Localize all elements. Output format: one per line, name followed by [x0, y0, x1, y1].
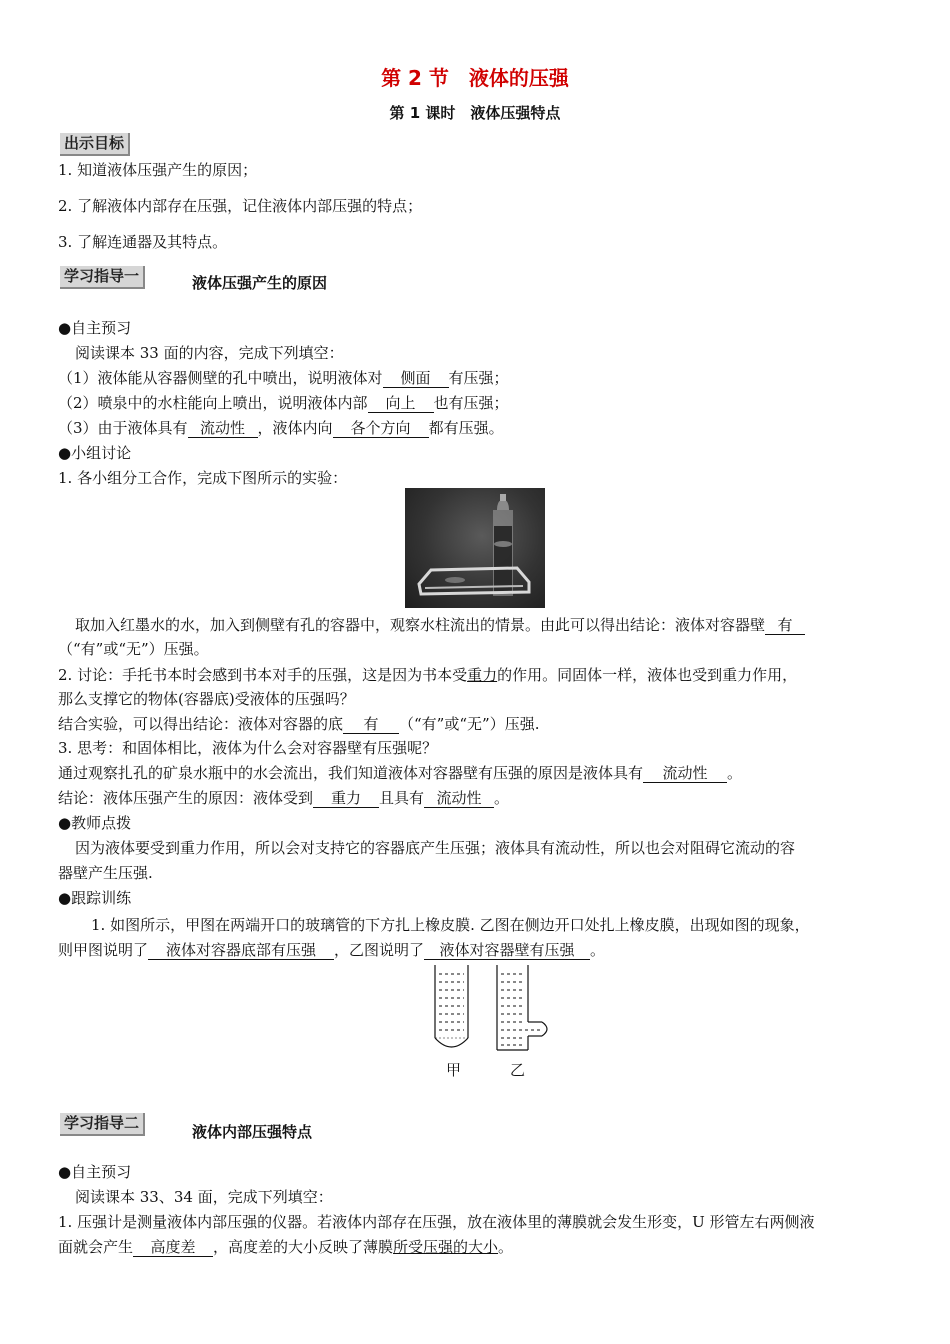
- answer-blank: 液体对容器壁有压强: [424, 941, 590, 960]
- conclusion: [58, 788, 509, 808]
- answer-blank: 高度差: [133, 1238, 213, 1257]
- underlined-term: 重力: [467, 666, 498, 684]
- discussion-label: ●小组讨论: [58, 444, 132, 462]
- conclusion-text: 结论：液体压强产生的原因：液体受到: [58, 789, 314, 807]
- discussion-2c: [58, 714, 539, 734]
- objective-3: 3. 了解连通器及其特点。: [58, 233, 228, 251]
- discussion-2b: 那么支撑它的物体(容器底)受液体的压强吗？: [58, 690, 355, 708]
- guide2-question-1-answer: [58, 1237, 513, 1257]
- objective-1: 1. 知道液体压强产生的原因；: [58, 161, 258, 179]
- practice-text: ，乙图说明了: [334, 941, 425, 959]
- answer-blank: 向上: [368, 394, 434, 413]
- conclusion-text: 且具有: [379, 789, 425, 807]
- practice-text: 则甲图说明了: [58, 941, 149, 959]
- thinking-answer: [58, 763, 742, 783]
- tube-figure: [420, 960, 570, 1080]
- discussion-text: 结合实验，可以得出结论：液体对容器的底: [58, 715, 344, 733]
- figure-label-a: 甲: [446, 1061, 462, 1079]
- question-1: [58, 368, 509, 388]
- experiment-instruction: 1. 各小组分工合作，完成下图所示的实验：: [58, 469, 348, 487]
- question-text: 。: [498, 1238, 514, 1256]
- question-text: ，高度差的大小反映了薄膜: [213, 1238, 394, 1256]
- practice-answer-1: [58, 940, 605, 960]
- discussion-2: [58, 665, 797, 685]
- answer-blank: 各个方向: [333, 419, 429, 438]
- question-text: （2）喷泉中的水柱能向上喷出，说明液体内部: [58, 394, 368, 412]
- answer-blank: 侧面: [383, 369, 449, 388]
- question-3: [58, 418, 504, 438]
- result-text: 取加入红墨水的水，加入到侧壁有孔的容器中，观察水柱流出的情景。由此可以得出结论：液体对容器壁: [75, 616, 766, 634]
- answer-blank: 重力: [313, 789, 379, 808]
- answer-text: 通过观察扎孔的矿泉水瓶中的水会流出，我们知道液体对容器壁有压强的原因是液体具有: [58, 764, 644, 782]
- discussion-text: 的作用。同固体一样，液体也受到重力作用，: [497, 666, 798, 684]
- answer-blank: 液体对容器底部有压强: [148, 941, 334, 960]
- page-subtitle: 第 1 课时 液体压强特点: [389, 104, 561, 122]
- answer-blank: 流动性: [643, 764, 727, 783]
- self-study-label: ●自主预习: [58, 319, 132, 337]
- question-text: ，液体内向: [257, 419, 333, 437]
- discussion-text: （“有”或“无”）压强.: [399, 715, 540, 733]
- experiment-photo: [405, 488, 545, 608]
- question-text: 也有压强；: [433, 394, 509, 412]
- conclusion-text: 。: [494, 789, 510, 807]
- tube-a: [435, 965, 468, 1047]
- answer-blank: 有: [765, 616, 805, 635]
- discussion-text: 2. 讨论：手托书本时会感到书本对手的压强，这是因为书本受: [58, 666, 468, 684]
- figure-label-b: 乙: [510, 1061, 526, 1079]
- experiment-result: [75, 615, 805, 635]
- question-text: 面就会产生: [58, 1238, 134, 1256]
- guide2-heading: 液体内部压强特点: [192, 1123, 313, 1141]
- teacher-text-2: 器壁产生压强.: [58, 864, 153, 882]
- teacher-label: ●教师点拨: [58, 814, 132, 832]
- guide1-tag: 学习指导一: [60, 266, 145, 289]
- guide2-tag: 学习指导二: [60, 1113, 145, 1136]
- tube-b: [497, 965, 547, 1050]
- answer-blank: 流动性: [188, 419, 258, 438]
- question-text: 都有压强。: [428, 419, 504, 437]
- reading-instruction: 阅读课本 33 面的内容，完成下列填空：: [75, 344, 344, 362]
- teacher-text-1: 因为液体要受到重力作用，所以会对支持它的容器底产生压强；液体具有流动性，所以也会对阻碍它流动的容: [75, 839, 796, 857]
- guide2-question-1: 1. 压强计是测量液体内部压强的仪器。若液体内部存在压强，放在液体里的薄膜就会发生形变，U 形管左右两侧液: [58, 1213, 815, 1231]
- underlined-term: 所受压强的大小: [393, 1238, 499, 1256]
- self-study-label-2: ●自主预习: [58, 1163, 132, 1181]
- page-title: 第 2 节 液体的压强: [381, 66, 569, 90]
- practice-label: ●跟踪训练: [58, 889, 132, 907]
- objectives-tag: 出示目标: [60, 133, 130, 156]
- question-text: （1）液体能从容器侧壁的孔中喷出，说明液体对: [58, 369, 383, 387]
- question-text: （3）由于液体具有: [58, 419, 188, 437]
- objective-2: 2. 了解液体内部存在压强，记住液体内部压强的特点；: [58, 197, 423, 215]
- question-2: [58, 393, 509, 413]
- answer-text: 。: [727, 764, 743, 782]
- bottle-tray-image: [405, 488, 545, 608]
- guide1-heading: 液体压强产生的原因: [192, 274, 328, 292]
- practice-text: 。: [590, 941, 606, 959]
- answer-blank: 流动性: [424, 789, 494, 808]
- question-text: 有压强；: [448, 369, 509, 387]
- reading-instruction-2: 阅读课本 33、34 面，完成下列填空：: [75, 1188, 333, 1206]
- thinking-question: 3. 思考：和固体相比，液体为什么会对容器壁有压强呢？: [58, 739, 438, 757]
- experiment-result-end: （“有”或“无”）压强。: [58, 640, 209, 658]
- practice-question-1: 1. 如图所示，甲图在两端开口的玻璃管的下方扎上橡皮膜. 乙图在侧边开口处扎上橡皮膜，出现如图的现象，: [91, 916, 810, 934]
- answer-blank: 有: [343, 715, 399, 734]
